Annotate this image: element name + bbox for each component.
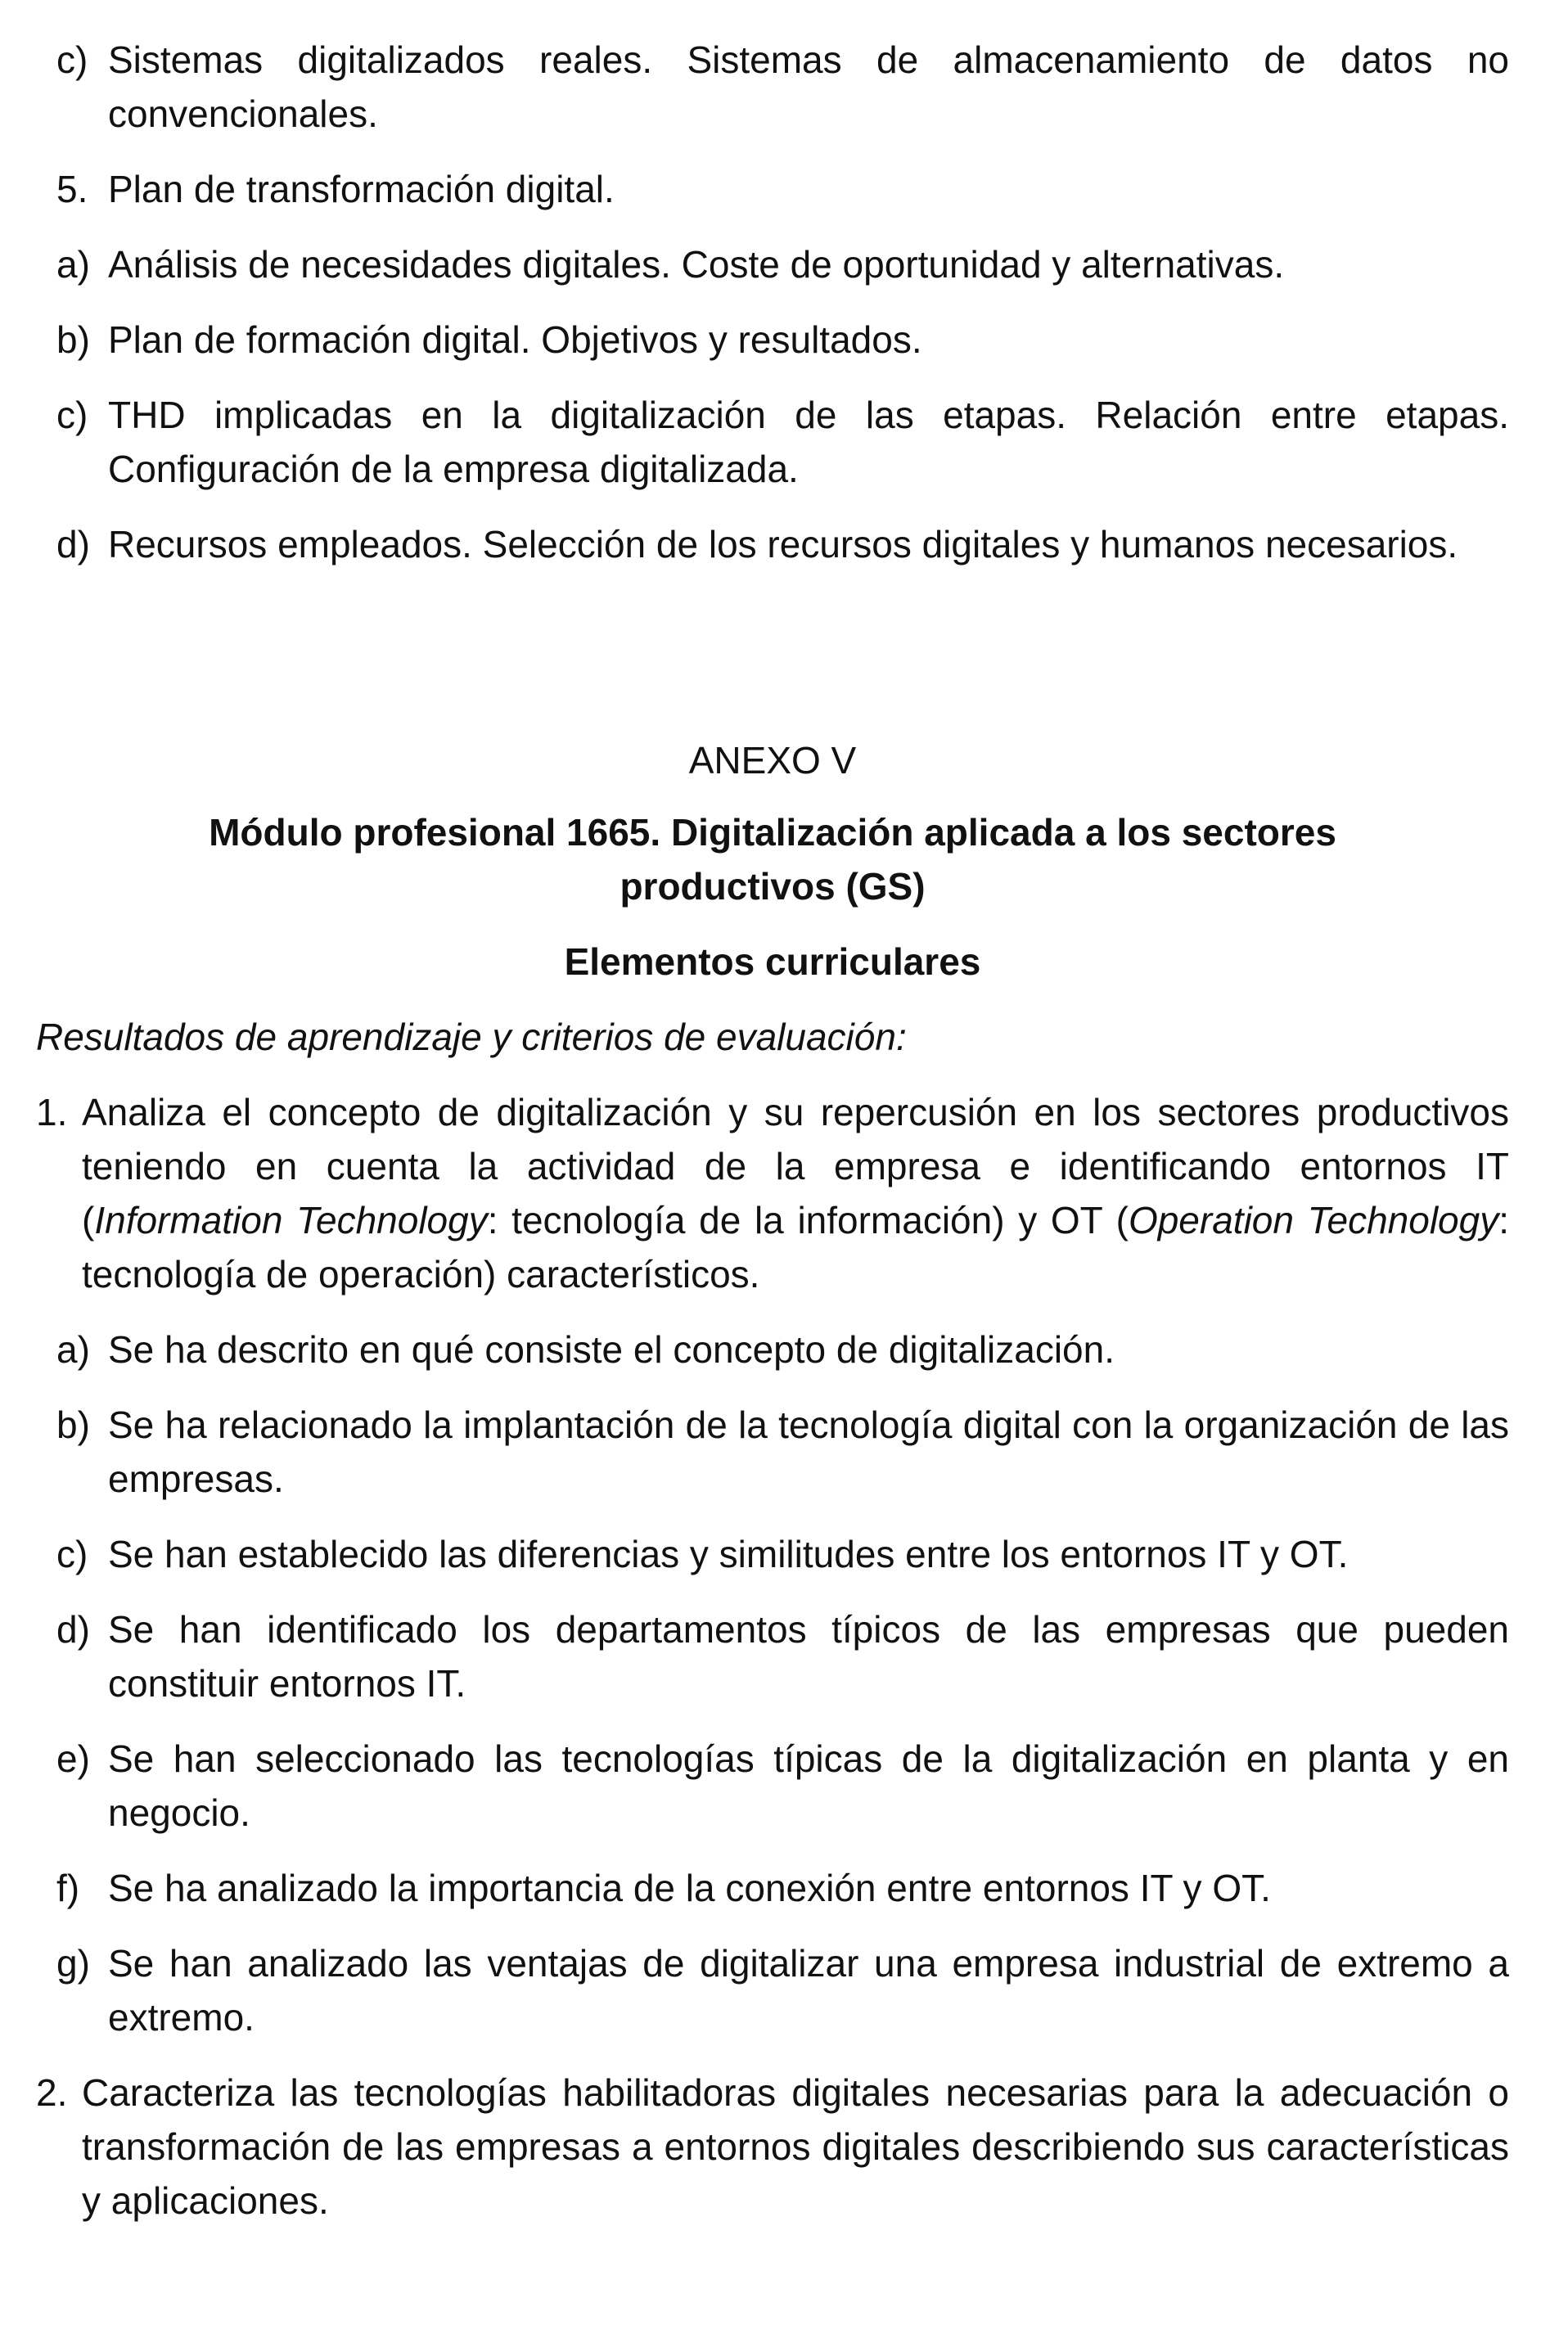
module-title: Módulo profesional 1665. Digitalización aplicada a los sectores productivos (GS)	[209, 811, 1336, 908]
item-text: Se ha descrito en qué consiste el concepto de digitalización.	[108, 1328, 1115, 1371]
item-text: Plan de transformación digital.	[108, 168, 615, 210]
list-item-prev-a	[36, 237, 1509, 291]
item-label: g)	[56, 1942, 90, 1985]
item-text: Se han establecido las diferencias y similitudes entre los entornos IT y OT.	[108, 1533, 1349, 1575]
criterion-c	[36, 1527, 1509, 1581]
item-label: c)	[56, 394, 88, 436]
list-item-prev-d	[36, 517, 1509, 571]
item-text: THD implicadas en la digitalización de las etapas. Relación entre etapas. Configuración de la empresa digitalizada.	[108, 394, 1509, 490]
ra1-text-b: : tecnología de la información) y OT (	[487, 1199, 1129, 1241]
learning-outcome-2	[36, 2066, 1509, 2228]
criterion-f	[36, 1861, 1509, 1915]
item-label: e)	[56, 1737, 90, 1780]
list-item-prev-5	[36, 162, 1509, 216]
item-text: Sistemas digitalizados reales. Sistemas de almacenamiento de datos no convencionales.	[108, 38, 1509, 135]
item-label: f)	[56, 1867, 80, 1909]
document-page	[36, 33, 1509, 2228]
item-text: Recursos empleados. Selección de los recursos digitales y humanos necesarios.	[108, 523, 1458, 565]
item-label: d)	[56, 1608, 90, 1651]
item-text: Se han seleccionado las tecnologías típicas de la digitalización en planta y en negocio.	[108, 1737, 1509, 1834]
item-label: 2.	[36, 2071, 68, 2114]
criterion-e	[36, 1732, 1509, 1840]
list-item-prev-c2	[36, 388, 1509, 496]
ra1-text-c: : tecnología de operación) característicos.	[82, 1199, 1510, 1295]
ra1-italic-it: Information Technology	[94, 1199, 488, 1241]
item-text: Se ha relacionado la implantación de la tecnología digital con la organización de las empresas.	[108, 1404, 1509, 1500]
criterion-b	[36, 1398, 1509, 1506]
criterion-a	[36, 1322, 1509, 1377]
item-text	[82, 1085, 1509, 1301]
annex-title: ANEXO V	[688, 739, 857, 782]
item-label: b)	[56, 1404, 90, 1446]
criterion-d	[36, 1602, 1509, 1710]
item-label: b)	[56, 318, 90, 361]
item-label: d)	[56, 523, 90, 565]
list-item-prev-b	[36, 313, 1509, 367]
item-text: Caracteriza las tecnologías habilitadoras digitales necesarias para la adecuación o transformación de las empresas a entornos digitales describiendo sus características y aplicaciones.	[82, 2071, 1509, 2222]
learning-outcome-1	[36, 1085, 1509, 1301]
list-item-prev-c	[36, 33, 1509, 141]
item-label: 5.	[56, 168, 88, 210]
elements-title: Elementos curriculares	[564, 940, 981, 983]
criterion-g	[36, 1936, 1509, 2044]
item-label: a)	[56, 243, 90, 286]
item-text: Análisis de necesidades digitales. Coste de oportunidad y alternativas.	[108, 243, 1285, 286]
item-text: Se han identificado los departamentos típicos de las empresas que pueden constituir entornos IT.	[108, 1608, 1509, 1705]
item-text: Plan de formación digital. Objetivos y resultados.	[108, 318, 922, 361]
item-text: Se ha analizado la importancia de la conexión entre entornos IT y OT.	[108, 1867, 1271, 1909]
item-text: Se han analizado las ventajas de digitalizar una empresa industrial de extremo a extremo.	[108, 1942, 1509, 2039]
ra1-italic-ot: Operation Technology	[1128, 1199, 1499, 1241]
item-label: c)	[56, 38, 88, 81]
learning-outcomes-intro: Resultados de aprendizaje y criterios de evaluación:	[36, 1016, 907, 1058]
item-label: 1.	[36, 1091, 68, 1133]
item-label: c)	[56, 1533, 88, 1575]
ra1-text-a: Analiza el concepto de digitalización y su repercusión en los sectores productivos teniendo en cuenta la actividad de la empresa e identificando entornos IT (	[82, 1091, 1509, 1241]
item-label: a)	[56, 1328, 90, 1371]
